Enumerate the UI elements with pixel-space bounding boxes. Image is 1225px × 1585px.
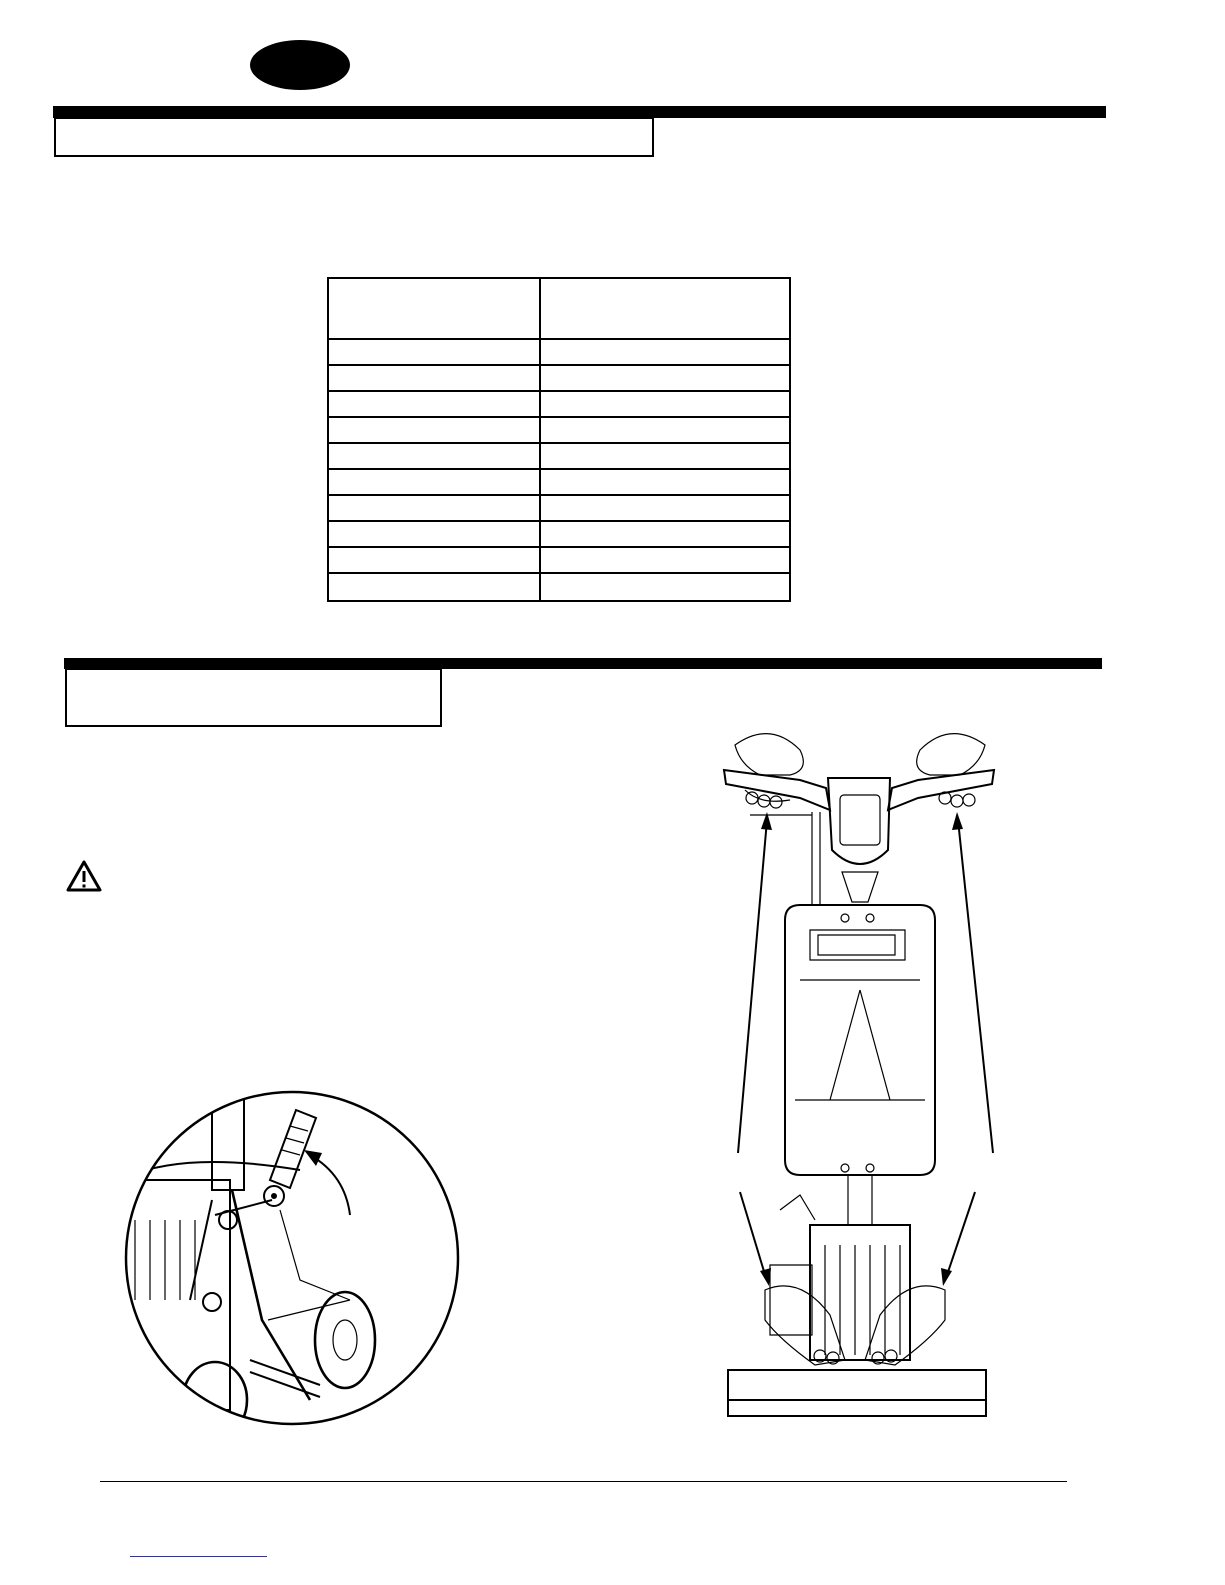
table-cell: [328, 547, 540, 573]
table-header-cell: [328, 278, 540, 339]
table-cell: [540, 339, 790, 365]
table-cell: [540, 391, 790, 417]
table-cell: [328, 521, 540, 547]
table-header-row: [328, 278, 790, 339]
table-cell: [328, 495, 540, 521]
table-row: [328, 339, 790, 365]
table-row: [328, 443, 790, 469]
table-cell: [328, 417, 540, 443]
language-badge: [250, 40, 350, 90]
table-cell: [540, 443, 790, 469]
table-cell: [540, 417, 790, 443]
table-row: [328, 365, 790, 391]
table-cell: [540, 365, 790, 391]
machine-lifting-hand-positions-illustration: [690, 720, 1030, 1420]
table-row: [328, 417, 790, 443]
table-cell: [328, 391, 540, 417]
table-cell: [328, 443, 540, 469]
table-row: [328, 573, 790, 601]
table-cell: [540, 495, 790, 521]
table-row: [328, 469, 790, 495]
table-cell: [540, 469, 790, 495]
table-cell: [540, 573, 790, 601]
table-cell: [328, 469, 540, 495]
table-row: [328, 547, 790, 573]
section-2-heading-box: [65, 668, 442, 727]
table-row: [328, 521, 790, 547]
table-cell: [328, 573, 540, 601]
table-cell: [328, 365, 540, 391]
section-1-heading-box: [54, 117, 654, 157]
table-header-cell: [540, 278, 790, 339]
footer-link-underline[interactable]: [130, 1556, 267, 1557]
handle-lever-detail-illustration: [120, 1090, 460, 1430]
table-cell: [540, 521, 790, 547]
table-row: [328, 495, 790, 521]
specification-table: [327, 277, 791, 602]
table-row: [328, 391, 790, 417]
footer-rule: [100, 1481, 1067, 1482]
table-cell: [328, 339, 540, 365]
table-cell: [540, 547, 790, 573]
warning-triangle-icon: [66, 860, 102, 892]
